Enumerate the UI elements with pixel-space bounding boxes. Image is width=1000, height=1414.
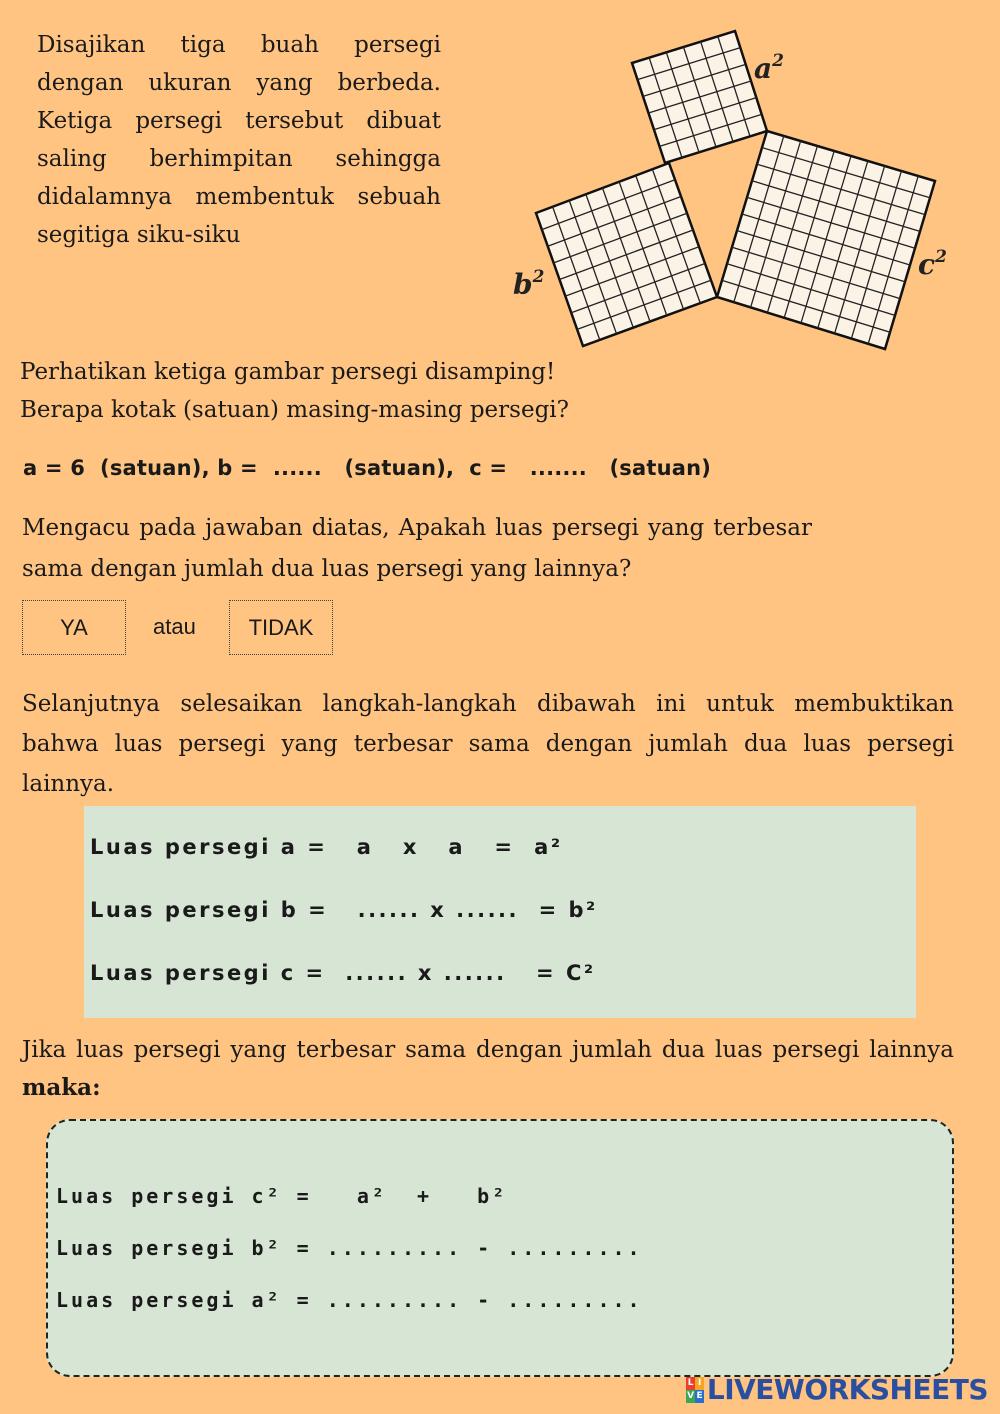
no-choice-box[interactable]: TIDAK bbox=[229, 600, 333, 655]
square-c bbox=[717, 131, 935, 349]
area-row-a: Luas persegi a = a x a = a² bbox=[90, 835, 563, 859]
logo-tile-v: V bbox=[687, 1390, 694, 1401]
liveworksheets-logo-icon bbox=[686, 1377, 704, 1403]
logo-tile-i: I bbox=[695, 1377, 704, 1390]
intro-paragraph: Disajikan tiga buah persegi dengan ukuran yang berbeda. Ketiga persegi tersebut dibuat saling berhimpitan sehingga didalamnya membentuk sebuah segitiga siku-siku bbox=[37, 32, 441, 248]
logo-tile-e: E bbox=[696, 1390, 703, 1401]
liveworksheets-logo bbox=[686, 1373, 988, 1406]
square-a bbox=[632, 31, 767, 163]
conclusion-paragraph bbox=[22, 1031, 954, 1107]
label-b2: $b^2$ bbox=[513, 267, 545, 301]
instruction-paragraph: Selanjutnya selesaikan langkah-langkah dibawah ini untuk membuktikan bahwa luas persegi yang terbesar sama dengan jumlah dua luas persegi lainnya. bbox=[22, 691, 954, 797]
conclusion-text: Jika luas persegi yang terbesar sama dengan jumlah dua luas persegi lainnya bbox=[22, 1037, 954, 1063]
area-row-c[interactable]: Luas persegi c = ...... x ...... = C² bbox=[90, 961, 596, 985]
answer-line: a = 6 (satuan), b = ...... (satuan), c = ....... (satuan) bbox=[23, 456, 712, 480]
equation-row-c: Luas persegi c² = a² + b² bbox=[56, 1184, 508, 1208]
yes-choice-box[interactable]: YA bbox=[22, 600, 126, 655]
question-1-line-2: Berapa kotak (satuan) masing-masing persegi? bbox=[20, 397, 569, 423]
liveworksheets-logo-text: LIVEWORKSHEETS bbox=[706, 1373, 988, 1406]
conclusion-bold: maka: bbox=[22, 1074, 101, 1101]
square-b bbox=[536, 163, 717, 346]
pythagoras-equation-box bbox=[46, 1119, 954, 1377]
area-row-b[interactable]: Luas persegi b = ...... x ...... = b² bbox=[90, 898, 598, 922]
equation-row-a[interactable]: Luas persegi a² = ......... - ......... bbox=[56, 1288, 643, 1312]
area-calculation-box bbox=[84, 806, 916, 1018]
or-label: atau bbox=[153, 614, 196, 639]
label-c2: $c^2$ bbox=[918, 247, 947, 281]
question-2: Mengacu pada jawaban diatas, Apakah luas persegi yang terbesar sama dengan jumlah dua luas persegi yang lainnya? bbox=[22, 515, 812, 582]
label-a2: $a^2$ bbox=[754, 51, 784, 85]
pythagoras-figure bbox=[500, 20, 970, 360]
equation-row-b[interactable]: Luas persegi b² = ......... - ......... bbox=[56, 1236, 643, 1260]
question-1 bbox=[20, 353, 660, 429]
question-1-line-1: Perhatikan ketiga gambar persegi disamping! bbox=[20, 359, 556, 385]
logo-tile-l: L bbox=[687, 1377, 693, 1388]
